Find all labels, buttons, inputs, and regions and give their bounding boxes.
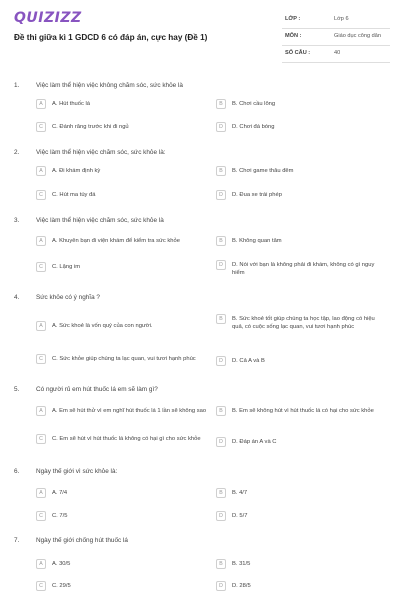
meta-value: Lớp 6 [334,16,349,22]
question-text: Việc làm thể hiện việc chăm sóc, sức khỏe là: [36,149,166,156]
option-letter-box: A [36,236,46,246]
option-text: C. Đánh răng trước khi đi ngủ [52,124,129,130]
meta-value: Giáo dục công dân [334,33,381,39]
option-text: C. 29/5 [52,583,71,589]
meta-row-count [282,46,390,63]
option-text: D. Đáp án A và C [232,439,277,445]
answer-option-b[interactable] [216,99,391,113]
answer-option-d[interactable] [216,190,391,204]
option-text: B. 4/7 [232,490,248,496]
option-letter-box: C [36,122,46,132]
answer-option-b[interactable] [216,559,391,573]
option-letter-box: D [216,260,226,270]
option-text: A. Khuyên bạn đi viện khám để kiểm tra sức khỏe [52,238,180,244]
answer-option-a[interactable] [36,166,211,180]
option-letter-box: D [216,122,226,132]
option-letter-box: B [216,236,226,246]
question-number: 6. [14,468,20,475]
answer-option-c[interactable] [36,122,211,136]
question-number: 2. [14,149,20,156]
option-letter-box: D [216,511,226,521]
option-letter-box: D [216,581,226,591]
question-text: Có người rủ em hút thuốc lá em sẽ làm gì? [36,386,158,393]
option-text: C. Sức khỏe giúp chúng ta lạc quan, vui tươi hạnh phúc [52,356,196,362]
answer-option-d[interactable] [216,122,391,136]
worksheet-header [0,0,400,68]
option-text: C. Hút ma túy đá [52,192,96,198]
option-letter-box: B [216,559,226,569]
option-text: B. Chơi cầu lông [232,101,276,107]
meta-table [282,12,390,63]
question-number: 7. [14,537,20,544]
option-text: D. 5/7 [232,513,248,519]
meta-row-subject [282,29,390,46]
option-letter-box: A [36,99,46,109]
option-letter-box: B [216,314,226,324]
question-text: Ngày thế giới vì sức khỏe là: [36,468,118,475]
answer-option-b[interactable] [216,236,391,250]
option-letter-box: C [36,190,46,200]
question-number: 5. [14,386,20,393]
option-text: B. Sức khoẻ tốt giúp chúng ta học tập, lao động có hiệu quả, có cuộc sống lạc quan, vui tươi hạnh phúc [232,316,375,331]
option-text: B. Chơi game thâu đêm [232,168,294,174]
answer-option-d[interactable] [216,511,391,525]
question-text: Việc làm thể hiện việc không chăm sóc, sức khỏe là [36,82,183,89]
answer-option-b[interactable] [216,314,391,331]
option-text: B. 31/5 [232,561,251,567]
answer-option-a[interactable] [36,321,211,335]
answer-option-d[interactable] [216,356,391,370]
option-letter-box: D [216,356,226,366]
option-letter-box: B [216,166,226,176]
answer-option-a[interactable] [36,488,211,502]
answer-option-c[interactable] [36,354,211,368]
option-letter-box: B [216,99,226,109]
question-text: Ngày thế giới chống hút thuốc lá [36,537,128,544]
option-text: A. 30/5 [52,561,71,567]
answer-option-a[interactable] [36,236,211,250]
page-title: Đề thi giữa kì 1 GDCD 6 có đáp án, cực hay (Đề 1) [14,33,208,42]
option-letter-box: C [36,581,46,591]
option-text: A. Sức khoẻ là vốn quý của con người. [52,323,153,329]
option-text: C. 7/5 [52,513,68,519]
option-letter-box: B [216,406,226,416]
question-text: Việc làm thể hiện việc chăm sóc, sức khỏe là [36,217,164,224]
answer-option-c[interactable] [36,511,211,525]
question-number: 4. [14,294,20,301]
question-number: 3. [14,217,20,224]
answer-option-b[interactable] [216,166,391,180]
option-letter-box: C [36,354,46,364]
answer-option-d[interactable] [216,437,391,451]
option-text: A. Em sẽ hút thử vì em nghĩ hút thuốc lá 1 lần sẽ không sao [52,408,207,414]
option-letter-box: D [216,190,226,200]
option-text: D. 28/5 [232,583,251,589]
answer-option-a[interactable] [36,559,211,573]
answer-option-c[interactable] [36,581,211,595]
option-text: B. Em sẽ không hút vì hút thuốc lá có hại cho sức khỏe [232,408,374,414]
option-text: A. Hút thuốc lá [52,101,91,107]
answer-option-d[interactable] [216,581,391,595]
option-text: D. Nói với bạn là không phải đi khám, không có gì nguy hiểm [232,262,375,277]
answer-option-c[interactable] [36,190,211,204]
option-letter-box: B [216,488,226,498]
option-letter-box: C [36,262,46,272]
question-text: Sức khỏe có ý nghĩa ? [36,294,100,301]
answer-option-d[interactable] [216,260,391,277]
meta-row-class [282,12,390,29]
answer-option-b[interactable] [216,406,391,420]
meta-key: SỐ CÂU : [285,50,311,56]
option-letter-box: A [36,406,46,416]
meta-key: MÔN : [285,33,302,39]
answer-option-a[interactable] [36,406,211,420]
quizizz-logo: QUIZIZZ [14,10,82,26]
option-letter-box: C [36,434,46,444]
option-text: D. Chơi đá bóng [232,124,275,130]
answer-option-c[interactable] [36,262,211,276]
question-number: 1. [14,82,20,89]
option-text: B. Không quan tâm [232,238,282,244]
option-text: A. Đi khám định kỳ [52,168,101,174]
option-letter-box: C [36,511,46,521]
option-text: A. 7/4 [52,490,68,496]
option-text: C. Lặng im [52,264,81,270]
answer-option-a[interactable] [36,99,211,113]
option-text: C. Em sẽ hút vì hút thuốc lá không có hại gì cho sức khỏe [52,436,201,442]
meta-key: LỚP : [285,16,301,22]
option-letter-box: A [36,559,46,569]
option-letter-box: D [216,437,226,447]
option-text: D. Đua xe trái phép [232,192,282,198]
option-letter-box: A [36,166,46,176]
option-letter-box: A [36,488,46,498]
answer-option-b[interactable] [216,488,391,502]
option-text: D. Cả A và B [232,358,265,364]
answer-option-c[interactable] [36,434,211,448]
meta-value: 40 [334,50,341,56]
option-letter-box: A [36,321,46,331]
